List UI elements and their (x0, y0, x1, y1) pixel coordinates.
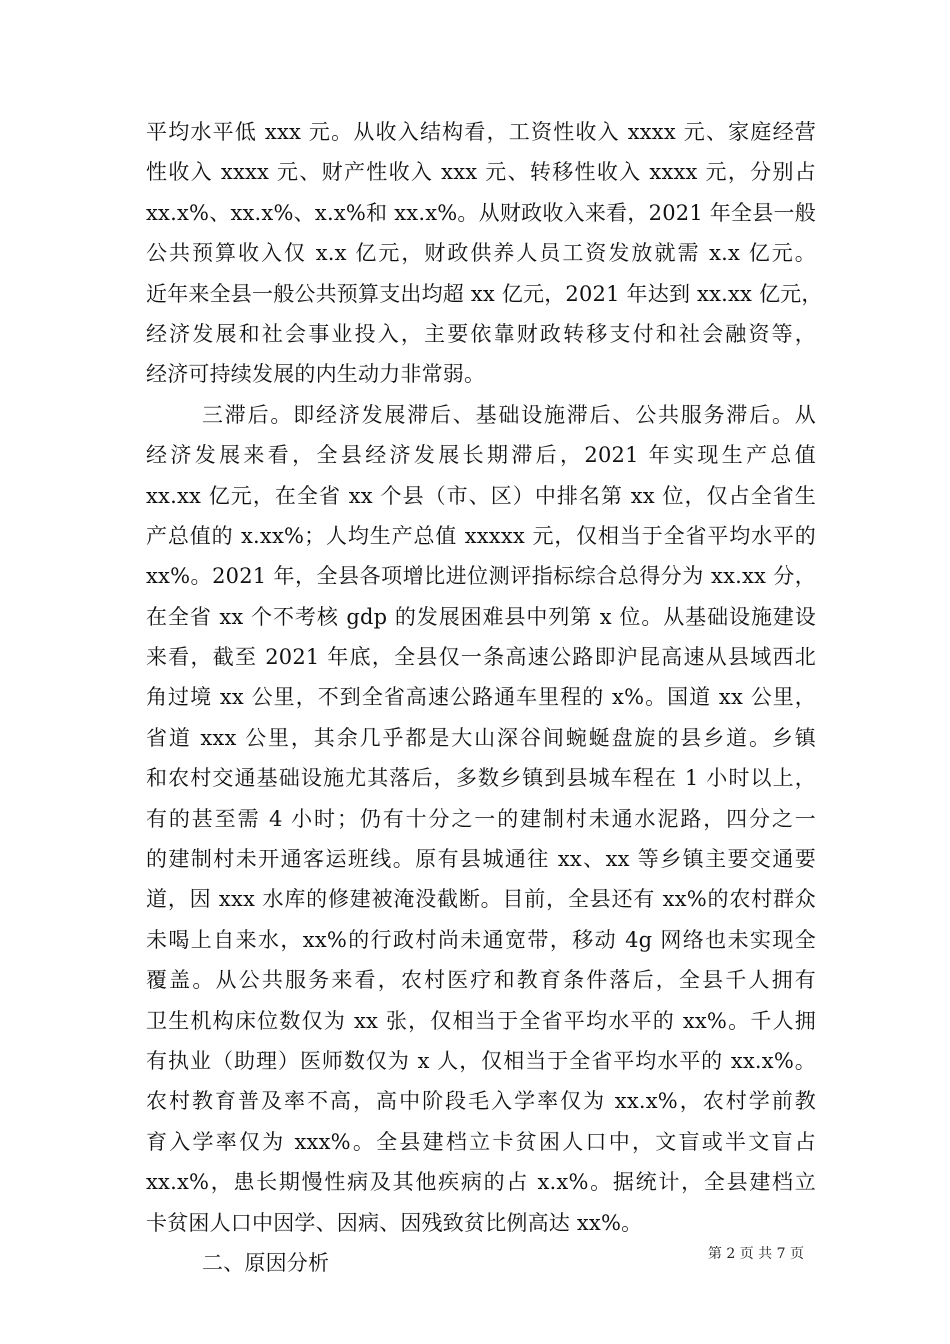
page-number-footer: 第 2 页 共 7 页 (707, 1246, 804, 1262)
text-line: 未喝上自来水，xx%的行政村尚未通宽带，移动 4g 网络也未实现全 (146, 927, 816, 952)
text-line: 的建制村未开通客运班线。原有县城通往 xx、xx 等乡镇主要交通要 (146, 847, 816, 872)
text-line: 公共预算收入仅 x.x 亿元，财政供养人员工资发放就需 x.x 亿元。 (146, 241, 816, 266)
text-line: xx.x%、xx.x%、x.x%和 xx.x%。从财政收入来看，2021 年全县一般 (146, 200, 816, 225)
text-line: 卫生机构床位数仅为 xx 张，仅相当于全省平均水平的 xx%。千人拥 (146, 1008, 816, 1033)
text-line: 有执业（助理）医师数仅为 x 人，仅相当于全省平均水平的 xx.x%。 (146, 1048, 816, 1073)
text-line: 省道 xxx 公里，其余几乎都是大山深谷间蜿蜒盘旋的县乡道。乡镇 (146, 725, 816, 750)
document-body (146, 112, 823, 1283)
text-line: 近年来全县一般公共预算支出均超 xx 亿元，2021 年达到 xx.xx 亿元， (146, 281, 823, 306)
text-line: 卡贫困人口中因学、因病、因残致贫比例高达 xx%。 (146, 1210, 643, 1235)
text-line: 在全省 xx 个不考核 gdp 的发展困难县中列第 x 位。从基础设施建设 (146, 604, 816, 629)
text-line: 道，因 xxx 水库的修建被淹没截断。目前，全县还有 xx%的农村群众 (146, 887, 816, 912)
text-line: xx.xx 亿元，在全省 xx 个县（市、区）中排名第 xx 位，仅占全省生 (146, 483, 816, 508)
text-line: 经济发展来看，全县经济发展长期滞后，2021 年实现生产总值 (146, 443, 816, 468)
text-line: 有的甚至需 4 小时；仍有十分之一的建制村未通水泥路，四分之一 (146, 806, 816, 831)
text-line: 育入学率仅为 xxx%。全县建档立卡贫困人口中，文盲或半文盲占 (146, 1129, 816, 1154)
text-line: 和农村交通基础设施尤其落后，多数乡镇到县城车程在 1 小时以上， (146, 766, 816, 791)
text-line: 覆盖。从公共服务来看，农村医疗和教育条件落后，全县千人拥有 (146, 968, 816, 993)
text-line: 农村教育普及率不高，高中阶段毛入学率仅为 xx.x%，农村学前教 (146, 1089, 816, 1114)
text-line: xx%。2021 年，全县各项增比进位测评指标综合总得分为 xx.xx 分， (146, 564, 816, 589)
text-line: 角过境 xx 公里，不到全省高速公路通车里程的 x%。国道 xx 公里， (146, 685, 816, 710)
text-line: xx.x%，患长期慢性病及其他疾病的占 x.x%。据统计，全县建档立 (146, 1170, 816, 1195)
text-line: 二、原因分析 (202, 1250, 330, 1275)
text-line: 性收入 xxxx 元、财产性收入 xxx 元、转移性收入 xxxx 元，分别占 (146, 160, 816, 185)
text-line: 经济发展和社会事业投入，主要依靠财政转移支付和社会融资等， (146, 321, 816, 346)
text-line: 平均水平低 xxx 元。从收入结构看，工资性收入 xxxx 元、家庭经营 (146, 120, 816, 144)
text-line: 产总值的 x.xx%；人均生产总值 xxxxx 元，仅相当于全省平均水平的 (146, 523, 816, 548)
text-line: 来看，截至 2021 年底，全县仅一条高速公路即沪昆高速从县域西北 (146, 645, 816, 670)
text-line: 经济可持续发展的内生动力非常弱。 (146, 362, 486, 387)
text-line: 三滞后。即经济发展滞后、基础设施滞后、公共服务滞后。从 (202, 402, 816, 427)
